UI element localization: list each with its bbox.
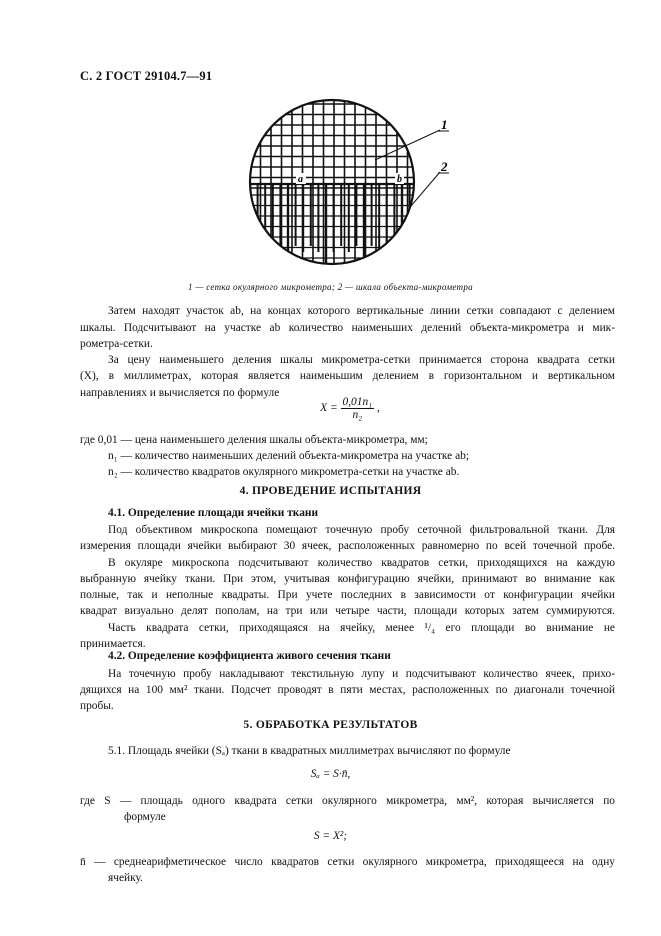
where-1-line-2: n₁ — количество наименьших делений объекта-микрометра на участке ab; — [108, 450, 469, 462]
formula-sa: Sₐ = S·n̄, — [310, 768, 351, 780]
section-4-1-line-4: выбранную ячейку ткани. При этом, учитывая конфигурацию ячейки, принимают во внимание как — [80, 573, 615, 585]
reticle-grid — [235, 96, 435, 276]
section-4-1-line-1: Под объективом микроскопа помещают точечную пробу сеточной фильтровальной ткани. Для — [108, 524, 615, 536]
section-4-1-line-2: измерения площади ячейки выбирают 30 ячеек, расположенных равномерно по всей точечной пробе. — [80, 540, 615, 552]
section-4-1-line-7: Часть квадрата сетки, приходящаяся на ячейку, менее ¹/₄ его площади во внимание не — [108, 622, 615, 634]
para-intro-2-line-3: направлениях и вычисляется по формуле — [80, 387, 280, 399]
micrometer-reticle-figure — [235, 96, 465, 276]
section-4-1-line-8: принимается. — [80, 638, 146, 650]
section-4-1-line-5: полные, так и неполные квадраты. При учете последних в зависимости от конфигурации ячейки — [80, 589, 615, 601]
section-4-2-title: 4.2. Определение коэффициента живого сечения ткани — [108, 650, 391, 662]
formula-x-fraction — [341, 396, 375, 421]
figure-label-b: b — [397, 174, 402, 185]
leader-line-2 — [411, 172, 440, 206]
formula-x-lhs: X = — [320, 402, 338, 415]
where-3-line-2: ячейку. — [108, 872, 143, 884]
where-1-line-3: n₂ — количество квадратов окулярного микрометра-сетки на участке ab. — [108, 466, 460, 478]
formula-x — [300, 396, 400, 421]
figure-label-2: 2 — [441, 159, 448, 174]
page-header: С. 2 ГОСТ 29104.7—91 — [80, 69, 213, 83]
para-intro-2-line-1: За цену наименьшего деления шкалы микрометра-сетки принимается сторона квадрата сетки — [108, 354, 615, 366]
formula-s: S = X²; — [313, 830, 348, 842]
section-4-2-line-3: пробы. — [80, 700, 114, 712]
figure-label-1: 1 — [441, 117, 448, 132]
section-5-1-line-1: 5.1. Площадь ячейки (Sₐ) ткани в квадратных миллиметрах вычисляют по формуле — [108, 745, 511, 757]
formula-x-tail: , — [376, 402, 380, 415]
figure-caption: 1 — сетка окулярного микрометра; 2 — шкала объекта-микрометра — [188, 282, 473, 292]
where-3-line-1: n̄ — среднеарифметическое число квадратов сетки окулярного микрометра, приходящееся на одну — [80, 856, 615, 868]
section-4-2-line-2: дящихся на 100 мм² ткани. Подсчет проводят в пяти местах, расположенных по диагонали точечной — [80, 684, 615, 696]
where-2-line-1: где S — площадь одного квадрата сетки окулярного микрометра, мм², которая вычисляется по — [80, 795, 615, 807]
para-intro-1-line-2: шкалы. Подсчитывают на участке ab количество наименьших делений объекта-микрометра и мик- — [80, 322, 615, 334]
formula-x-numerator: 0,01n₁ — [342, 396, 373, 408]
figure-label-a: a — [298, 174, 303, 185]
para-intro-1-line-3: рометра-сетки. — [80, 338, 153, 350]
section-4-2-line-1: На точечную пробу накладывают текстильную лупу и подсчитывают количество ячеек, прихо- — [108, 668, 615, 680]
section-5-title: 5. ОБРАБОТКА РЕЗУЛЬТАТОВ — [243, 719, 418, 731]
section-4-1-line-6: квадрат визуально делят пополам, на три или четыре части, площади которых затем суммируются. — [80, 605, 615, 617]
section-4-1-line-3: В окуляре микроскопа подсчитывают количество квадратов сетки, приходящихся на каждую — [108, 557, 615, 569]
where-2-line-2: формуле — [124, 811, 166, 823]
where-1-line-1: где 0,01 — цена наименьшего деления шкалы объекта-микрометра, мм; — [80, 434, 428, 446]
para-intro-1-line-1: Затем находят участок ab, на концах которого вертикальные линии сетки совпадают с делением — [108, 305, 615, 317]
section-4-1-title: 4.1. Определение площади ячейки ткани — [108, 507, 319, 519]
formula-x-denominator: n₂ — [352, 409, 363, 421]
section-4-title: 4. ПРОВЕДЕНИЕ ИСПЫТАНИЯ — [239, 485, 422, 497]
para-intro-2-line-2: (X), в миллиметрах, которая является наименьшим делением в горизонтальном и вертикальном — [80, 370, 615, 382]
